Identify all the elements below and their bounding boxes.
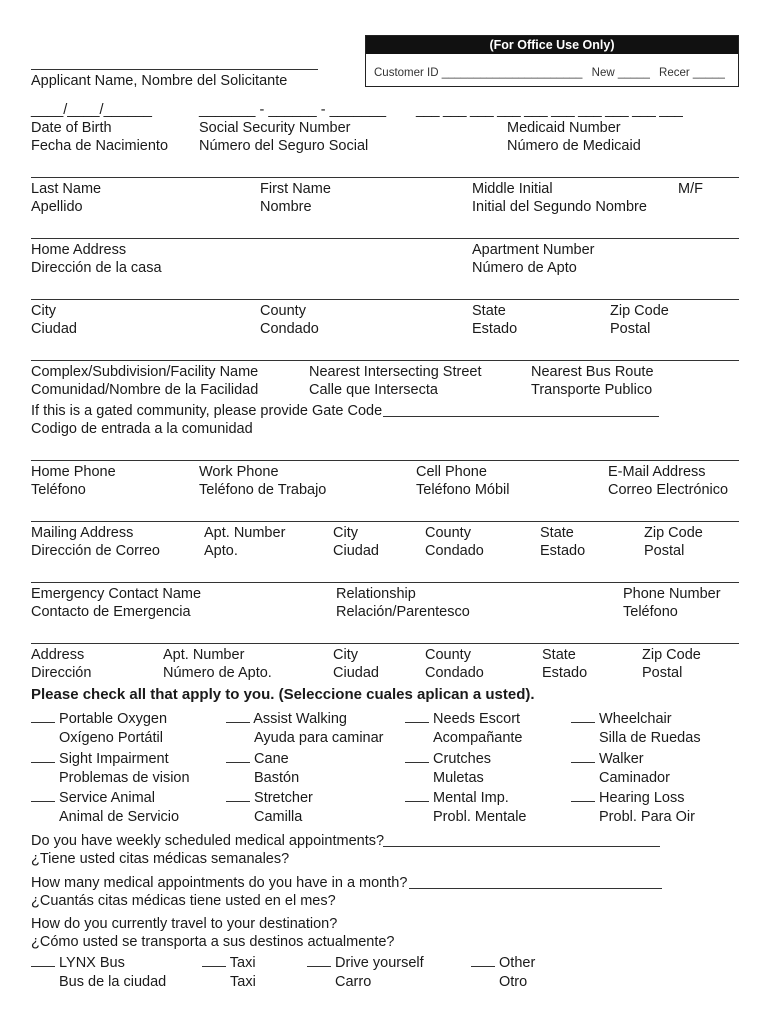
check-wheelchair[interactable]: Wheelchair Silla de Ruedas bbox=[571, 710, 701, 748]
new-field[interactable]: New _____ bbox=[591, 67, 650, 79]
q-weekly-appointments-es: ¿Tiene usted citas médicas semanales? bbox=[31, 851, 290, 867]
ssn-field[interactable]: _______ - ______ - _______ bbox=[199, 102, 387, 118]
check-crutches[interactable]: Crutches Muletas bbox=[405, 750, 491, 788]
check-service-animal[interactable]: Service Animal Animal de Servicio bbox=[31, 789, 179, 827]
applicant-name-field[interactable] bbox=[31, 69, 318, 70]
em-state-label: State Estado bbox=[542, 647, 588, 681]
check-hearing-loss[interactable]: Hearing Loss Probl. Para Oir bbox=[571, 789, 695, 827]
q-weekly-appointments-field[interactable] bbox=[383, 846, 660, 847]
q-monthly-appointments-field[interactable] bbox=[409, 888, 662, 889]
home-address-label: Home Address Dirección de la casa bbox=[31, 242, 162, 276]
mailing-county-label: County Condado bbox=[425, 525, 484, 559]
check-mental-imp[interactable]: Mental Imp. Probl. Mentale bbox=[405, 789, 527, 827]
em-city-label: City Ciudad bbox=[333, 647, 379, 681]
q-travel: How do you currently travel to your destination? bbox=[31, 916, 338, 932]
state-label: State Estado bbox=[472, 303, 518, 337]
check-stretcher[interactable]: Stretcher Camilla bbox=[226, 789, 313, 827]
travel-drive-yourself[interactable]: Drive yourself Carro bbox=[307, 954, 424, 992]
dob-label-en: Date of Birth bbox=[31, 120, 112, 136]
em-address-label: Address Dirección bbox=[31, 647, 92, 681]
em-county-label: County Condado bbox=[425, 647, 484, 681]
check-heading: Please check all that apply to you. (Seleccione cuales aplican a usted). bbox=[31, 686, 535, 703]
office-use-box bbox=[365, 35, 739, 87]
mailing-apt-label: Apt. Number Apto. bbox=[204, 525, 286, 559]
gate-code-label-es: Codigo de entrada a la comunidad bbox=[31, 421, 253, 437]
intersecting-street-label: Nearest Intersecting Street Calle que Intersecta bbox=[309, 364, 482, 398]
check-assist-walking[interactable]: Assist Walking Ayuda para caminar bbox=[226, 710, 384, 748]
bus-route-label: Nearest Bus Route Transporte Publico bbox=[531, 364, 654, 398]
relationship-label: Relationship Relación/Parentesco bbox=[336, 586, 470, 620]
travel-taxi[interactable]: Taxi Taxi bbox=[202, 954, 256, 992]
phone-line[interactable] bbox=[31, 460, 739, 461]
city-label: City Ciudad bbox=[31, 303, 77, 337]
gender-label: M/F bbox=[678, 181, 703, 197]
q-monthly-appointments-es: ¿Cuantás citas médicas tiene usted en el mes? bbox=[31, 893, 336, 909]
home-address-line[interactable] bbox=[31, 238, 739, 239]
office-use-title: (For Office Use Only) bbox=[366, 36, 738, 54]
check-cane[interactable]: Cane Bastón bbox=[226, 750, 299, 788]
ssn-label-en: Social Security Number bbox=[199, 120, 351, 136]
complex-line[interactable] bbox=[31, 360, 739, 361]
emergency-line[interactable] bbox=[31, 582, 739, 583]
recer-field[interactable]: Recer _____ bbox=[659, 67, 725, 79]
middle-initial-label: Middle Initial Initial del Segundo Nombre bbox=[472, 181, 647, 215]
gate-code-field[interactable] bbox=[383, 416, 659, 417]
medicaid-label-en: Medicaid Number bbox=[507, 120, 621, 136]
medicaid-field[interactable]: ___ ___ ___ ___ ___ ___ ___ ___ ___ ___ bbox=[416, 102, 683, 118]
last-name-label: Last Name Apellido bbox=[31, 181, 102, 215]
apartment-number-label: Apartment Number Número de Apto bbox=[472, 242, 595, 276]
dob-label-es: Fecha de Nacimiento bbox=[31, 138, 169, 154]
work-phone-label: Work Phone Teléfono de Trabajo bbox=[199, 464, 327, 498]
applicant-name-label: Applicant Name, Nombre del Solicitante bbox=[31, 73, 288, 89]
em-zip-label: Zip Code Postal bbox=[642, 647, 701, 681]
gate-code-label: If this is a gated community, please provide Gate Code bbox=[31, 403, 383, 419]
q-weekly-appointments: Do you have weekly scheduled medical appointments? bbox=[31, 833, 385, 849]
check-sight-impairment[interactable]: Sight Impairment Problemas de vision bbox=[31, 750, 190, 788]
emergency-address-line[interactable] bbox=[31, 643, 739, 644]
check-walker[interactable]: Walker Caminador bbox=[571, 750, 670, 788]
travel-lynx-bus[interactable]: LYNX Bus Bus de la ciudad bbox=[31, 954, 166, 992]
q-monthly-appointments: How many medical appointments do you have in a month? bbox=[31, 875, 408, 891]
mailing-state-label: State Estado bbox=[540, 525, 586, 559]
check-needs-escort[interactable]: Needs Escort Acompañante bbox=[405, 710, 522, 748]
emergency-contact-label: Emergency Contact Name Contacto de Emergencia bbox=[31, 586, 202, 620]
name-line[interactable] bbox=[31, 177, 739, 178]
mailing-zip-label: Zip Code Postal bbox=[644, 525, 703, 559]
dob-field[interactable]: ____/____/______ bbox=[31, 102, 152, 118]
zip-label: Zip Code Postal bbox=[610, 303, 669, 337]
travel-other[interactable]: Other Otro bbox=[471, 954, 535, 992]
q-travel-es: ¿Cómo usted se transporta a sus destinos actualmente? bbox=[31, 934, 395, 950]
email-label: E-Mail Address Correo Electrónico bbox=[608, 464, 729, 498]
county-label: County Condado bbox=[260, 303, 319, 337]
home-phone-label: Home Phone Teléfono bbox=[31, 464, 116, 498]
cell-phone-label: Cell Phone Teléfono Móbil bbox=[416, 464, 510, 498]
city-line[interactable] bbox=[31, 299, 739, 300]
customer-id-field[interactable]: Customer ID ______________________ bbox=[374, 67, 583, 79]
first-name-label: First Name Nombre bbox=[260, 181, 331, 215]
mailing-city-label: City Ciudad bbox=[333, 525, 379, 559]
check-portable-oxygen[interactable]: Portable Oxygen Oxígeno Portátil bbox=[31, 710, 167, 748]
em-apt-label: Apt. Number Número de Apto. bbox=[163, 647, 272, 681]
ssn-label-es: Número del Seguro Social bbox=[199, 138, 369, 154]
mailing-line[interactable] bbox=[31, 521, 739, 522]
complex-name-label: Complex/Subdivision/Facility Name Comunidad/Nombre de la Facilidad bbox=[31, 364, 259, 398]
medicaid-label-es: Número de Medicaid bbox=[507, 138, 641, 154]
emergency-phone-label: Phone Number Teléfono bbox=[623, 586, 721, 620]
mailing-address-label: Mailing Address Dirección de Correo bbox=[31, 525, 160, 559]
